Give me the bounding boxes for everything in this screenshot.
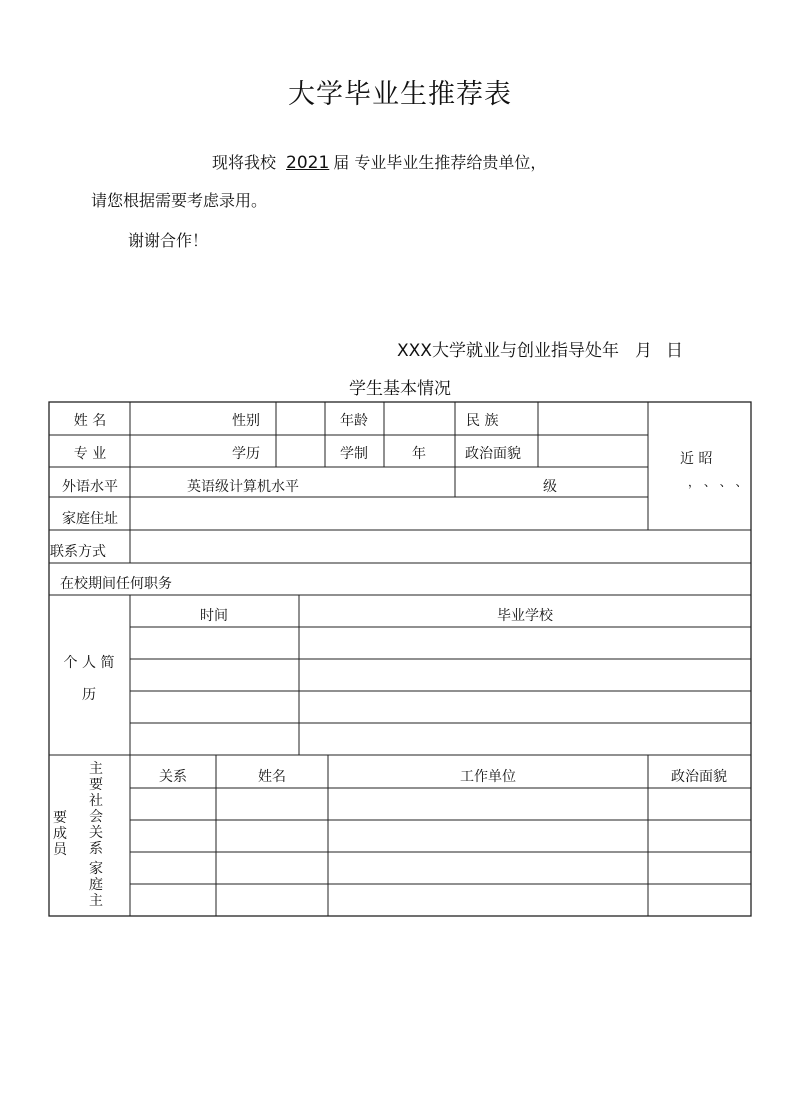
family-label-sub2: 要成员 <box>53 810 67 858</box>
resume-label-line1: 个 人 简 <box>63 655 115 671</box>
resume-label-line2: 历 <box>82 687 96 703</box>
family-col-workplace: 工作单位 <box>460 769 516 785</box>
year-unit: 年 <box>412 446 426 462</box>
language-value: 英语级计算机水平 <box>187 479 299 495</box>
positions-label: 在校期间任何职务 <box>60 576 172 592</box>
signature-day: 日 <box>665 341 683 361</box>
intro-line-3: 谢谢合作！ <box>128 231 209 250</box>
signature-year: 年 <box>601 341 619 361</box>
major-label: 专 业 <box>73 446 107 462</box>
family-label-main: 主要社会关系 <box>89 761 103 857</box>
address-label: 家庭住址 <box>62 511 118 527</box>
contact-label: 联系方式 <box>50 544 106 560</box>
age-label: 年龄 <box>340 413 368 429</box>
ethnicity-label: 民 族 <box>466 413 499 429</box>
gender-label: 性别 <box>232 413 260 429</box>
photo-marks: ， 、 、 、 <box>688 475 748 489</box>
page-title: 大学毕业生推荐表 <box>288 79 512 110</box>
family-col-name: 姓名 <box>258 769 286 785</box>
resume-col-time: 时间 <box>200 608 228 624</box>
family-col-relation: 关系 <box>159 769 187 785</box>
photo-label: 近 昭 <box>680 451 713 467</box>
duration-label: 学制 <box>340 446 368 462</box>
section-title: 学生基本情况 <box>349 379 451 399</box>
intro-line-2: 请您根据需要考虑录用。 <box>91 191 268 210</box>
name-label: 姓 名 <box>73 413 107 429</box>
political-status-label: 政治面貌 <box>465 446 521 462</box>
education-label: 学历 <box>232 446 260 462</box>
signature-month: 月 <box>634 341 652 361</box>
signature-office: XXX大学就业与创业指导处 <box>397 341 602 361</box>
resume-col-school: 毕业学校 <box>497 608 553 624</box>
intro-prefix: 现将我校 <box>212 153 277 172</box>
language-label: 外语水平 <box>62 479 118 495</box>
family-col-political: 政治面貌 <box>671 769 727 785</box>
graduation-year: 2021 <box>286 153 330 173</box>
level-suffix: 级 <box>543 479 557 495</box>
intro-suffix: 届 专业毕业生推荐给贵单位， <box>333 153 547 172</box>
family-label-sub: 家庭主 <box>89 861 103 909</box>
